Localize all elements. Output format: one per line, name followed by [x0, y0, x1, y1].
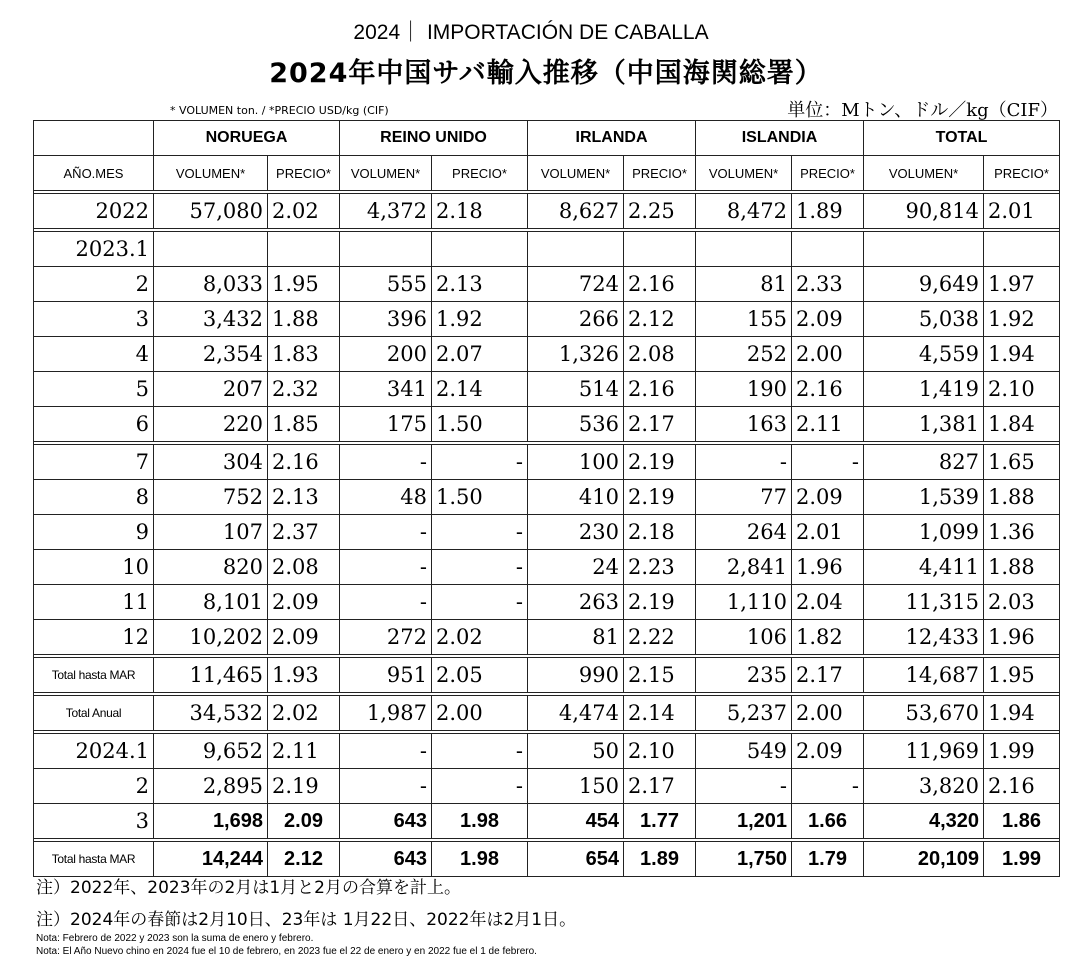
price-cell: 1.77 [624, 804, 696, 839]
price-cell: 1.95 [268, 267, 340, 302]
volume-cell: 81 [528, 620, 624, 655]
volume-cell: 53,670 [864, 696, 984, 731]
price-cell: 1.92 [432, 302, 528, 337]
volume-cell: 304 [154, 445, 268, 480]
corner-cell [34, 121, 154, 156]
volume-cell: 106 [696, 620, 792, 655]
volume-cell: 220 [154, 407, 268, 442]
price-cell: 2.10 [624, 734, 696, 769]
price-cell: 2.33 [792, 267, 864, 302]
volume-cell: 820 [154, 550, 268, 585]
volume-cell: 272 [340, 620, 432, 655]
price-cell: 2.02 [432, 620, 528, 655]
price-cell: 1.83 [268, 337, 340, 372]
volume-cell: 454 [528, 804, 624, 839]
volume-cell: 410 [528, 480, 624, 515]
volume-cell: 4,411 [864, 550, 984, 585]
volume-cell: 2,841 [696, 550, 792, 585]
header-noruega: NORUEGA [154, 121, 340, 156]
volume-cell: 11,969 [864, 734, 984, 769]
volume-cell [340, 232, 432, 267]
volume-cell: 20,109 [864, 842, 984, 877]
volume-cell: - [696, 445, 792, 480]
price-cell: 1.50 [432, 407, 528, 442]
header-total: TOTAL [864, 121, 1060, 156]
price-header: PRECIO* [624, 156, 696, 191]
volume-cell: 396 [340, 302, 432, 337]
price-cell: - [792, 445, 864, 480]
price-cell [432, 232, 528, 267]
price-cell: 1.98 [432, 804, 528, 839]
row-label: 6 [34, 407, 154, 442]
volume-cell: 549 [696, 734, 792, 769]
table-row [34, 302, 1060, 337]
price-cell: 2.17 [624, 769, 696, 804]
country-header-row [34, 121, 1060, 156]
price-cell: 1.94 [984, 696, 1060, 731]
price-cell: 2.16 [984, 769, 1060, 804]
price-cell: 2.00 [432, 696, 528, 731]
row-label: 12 [34, 620, 154, 655]
volume-cell: 50 [528, 734, 624, 769]
row-label: 7 [34, 445, 154, 480]
volume-cell: 163 [696, 407, 792, 442]
price-cell: 2.12 [268, 842, 340, 877]
volume-cell: 4,372 [340, 194, 432, 229]
volume-cell [154, 232, 268, 267]
table-row [34, 337, 1060, 372]
price-cell: 2.11 [792, 407, 864, 442]
price-cell: 2.07 [432, 337, 528, 372]
volume-cell: 175 [340, 407, 432, 442]
volume-cell: 514 [528, 372, 624, 407]
note-spanish-2: Nota: El Año Nuevo chino en 2024 fue el 10 de febrero, en 2023 fue el 22 de enero y en 2022 fue el 1 de febrero. [36, 946, 537, 957]
volume-cell: 266 [528, 302, 624, 337]
volume-cell: - [340, 515, 432, 550]
volume-cell: 8,472 [696, 194, 792, 229]
price-cell: 2.04 [792, 585, 864, 620]
price-cell: - [792, 769, 864, 804]
row-label: 10 [34, 550, 154, 585]
volume-cell: 1,099 [864, 515, 984, 550]
volume-cell [864, 232, 984, 267]
volume-cell [696, 232, 792, 267]
row-label: 3 [34, 804, 154, 839]
price-cell: 2.09 [792, 734, 864, 769]
title-japanese: 2024年中国サバ輸入推移（中国海関総署） [269, 58, 823, 89]
volume-cell: 264 [696, 515, 792, 550]
price-cell: 2.25 [624, 194, 696, 229]
price-cell: 1.36 [984, 515, 1060, 550]
price-cell: 1.92 [984, 302, 1060, 337]
price-cell: 2.37 [268, 515, 340, 550]
price-cell: 2.14 [432, 372, 528, 407]
volume-cell: 341 [340, 372, 432, 407]
row-label: 2023.1 [34, 232, 154, 267]
price-cell [268, 232, 340, 267]
row-label: 11 [34, 585, 154, 620]
price-cell: 2.18 [432, 194, 528, 229]
volume-cell: 2,895 [154, 769, 268, 804]
volume-cell: 4,474 [528, 696, 624, 731]
units-note-spanish: * VOLUMEN ton. / *PRECIO USD/kg (CIF) [170, 104, 389, 117]
price-cell: 1.66 [792, 804, 864, 839]
volume-cell: - [340, 769, 432, 804]
price-cell: 2.09 [792, 302, 864, 337]
volume-cell: 1,419 [864, 372, 984, 407]
volume-cell: 3,432 [154, 302, 268, 337]
volume-header: VOLUMEN* [864, 156, 984, 191]
price-cell: 1.85 [268, 407, 340, 442]
row-label: 2022 [34, 194, 154, 229]
volume-cell [528, 232, 624, 267]
row-label: Total Anual [34, 696, 154, 731]
price-cell: 2.03 [984, 585, 1060, 620]
price-cell: 2.09 [792, 480, 864, 515]
volume-cell: 5,237 [696, 696, 792, 731]
row-label: 4 [34, 337, 154, 372]
table-row [34, 734, 1060, 769]
volume-cell: 5,038 [864, 302, 984, 337]
volume-cell: 81 [696, 267, 792, 302]
price-cell: 2.17 [624, 407, 696, 442]
price-cell: 2.23 [624, 550, 696, 585]
price-cell: 2.13 [268, 480, 340, 515]
price-cell: 2.22 [624, 620, 696, 655]
price-cell: 2.05 [432, 658, 528, 693]
price-cell: 2.12 [624, 302, 696, 337]
price-cell: - [432, 585, 528, 620]
price-cell: 2.02 [268, 696, 340, 731]
price-cell: 2.08 [624, 337, 696, 372]
volume-cell: - [340, 445, 432, 480]
table-row [34, 232, 1060, 267]
price-cell: 2.13 [432, 267, 528, 302]
price-cell: 2.09 [268, 620, 340, 655]
note-japanese-1: 注）2022年、2023年の2月は1月と2月の合算を計上。 [36, 878, 461, 898]
price-cell: - [432, 515, 528, 550]
volume-cell: 207 [154, 372, 268, 407]
volume-cell: 34,532 [154, 696, 268, 731]
volume-cell: 752 [154, 480, 268, 515]
row-label: Total hasta MAR [34, 658, 154, 693]
table-row [34, 267, 1060, 302]
price-cell: 1.50 [432, 480, 528, 515]
price-cell: 1.89 [624, 842, 696, 877]
import-table [33, 120, 1060, 877]
price-cell: 1.86 [984, 804, 1060, 839]
volume-cell: 48 [340, 480, 432, 515]
volume-cell: 536 [528, 407, 624, 442]
price-cell: 1.95 [984, 658, 1060, 693]
volume-cell: 77 [696, 480, 792, 515]
volume-cell: 11,465 [154, 658, 268, 693]
row-header-label: AÑO.MES [34, 156, 154, 191]
volume-cell: 150 [528, 769, 624, 804]
price-header: PRECIO* [792, 156, 864, 191]
price-cell: 1.98 [432, 842, 528, 877]
price-cell: - [432, 769, 528, 804]
table-row [34, 550, 1060, 585]
table-row [34, 804, 1060, 839]
table-row [34, 696, 1060, 731]
volume-header: VOLUMEN* [696, 156, 792, 191]
price-cell [624, 232, 696, 267]
volume-cell: 9,649 [864, 267, 984, 302]
sub-header-row [34, 156, 1060, 191]
volume-cell: 1,326 [528, 337, 624, 372]
volume-cell: 8,627 [528, 194, 624, 229]
volume-cell: 643 [340, 804, 432, 839]
price-cell: 2.01 [792, 515, 864, 550]
row-label: 2024.1 [34, 734, 154, 769]
table-body [34, 121, 1060, 877]
volume-cell: 200 [340, 337, 432, 372]
volume-cell: 100 [528, 445, 624, 480]
price-cell: 2.16 [268, 445, 340, 480]
price-cell: 2.19 [624, 480, 696, 515]
table-row [34, 515, 1060, 550]
volume-cell: 3,820 [864, 769, 984, 804]
volume-cell: - [340, 585, 432, 620]
price-cell: 2.02 [268, 194, 340, 229]
volume-header: VOLUMEN* [528, 156, 624, 191]
row-label: 2 [34, 769, 154, 804]
row-label: 8 [34, 480, 154, 515]
volume-cell: 11,315 [864, 585, 984, 620]
volume-header: VOLUMEN* [340, 156, 432, 191]
volume-cell: 1,698 [154, 804, 268, 839]
volume-cell: 654 [528, 842, 624, 877]
price-header: PRECIO* [432, 156, 528, 191]
volume-cell: 155 [696, 302, 792, 337]
price-cell: 2.08 [268, 550, 340, 585]
table-row [34, 407, 1060, 442]
price-cell: 1.65 [984, 445, 1060, 480]
price-cell: 1.99 [984, 842, 1060, 877]
price-cell: 2.00 [792, 337, 864, 372]
volume-cell: 4,559 [864, 337, 984, 372]
price-cell: 2.18 [624, 515, 696, 550]
volume-cell: 10,202 [154, 620, 268, 655]
row-label: 5 [34, 372, 154, 407]
header-irlanda: IRLANDA [528, 121, 696, 156]
price-cell: 1.99 [984, 734, 1060, 769]
table-row [34, 658, 1060, 693]
volume-cell: 4,320 [864, 804, 984, 839]
price-cell: 2.09 [268, 804, 340, 839]
volume-cell: 555 [340, 267, 432, 302]
price-cell: 2.10 [984, 372, 1060, 407]
volume-cell: 190 [696, 372, 792, 407]
volume-cell: 1,750 [696, 842, 792, 877]
price-cell: 1.84 [984, 407, 1060, 442]
volume-cell: - [696, 769, 792, 804]
volume-cell: 827 [864, 445, 984, 480]
price-header: PRECIO* [268, 156, 340, 191]
volume-cell: 57,080 [154, 194, 268, 229]
table-row [34, 585, 1060, 620]
price-cell: 1.88 [268, 302, 340, 337]
note-spanish-1: Nota: Febrero de 2022 y 2023 son la suma de enero y febrero. [36, 933, 314, 944]
price-cell: - [432, 734, 528, 769]
volume-cell: 263 [528, 585, 624, 620]
price-cell: 1.96 [984, 620, 1060, 655]
title-spanish: 2024｜ IMPORTACIÓN DE CABALLA [353, 21, 709, 44]
price-cell: 1.89 [792, 194, 864, 229]
table-row [34, 445, 1060, 480]
volume-cell: 1,987 [340, 696, 432, 731]
price-cell: 2.19 [624, 445, 696, 480]
price-cell: 2.09 [268, 585, 340, 620]
price-cell: 1.97 [984, 267, 1060, 302]
volume-cell: 90,814 [864, 194, 984, 229]
price-cell: 1.88 [984, 480, 1060, 515]
price-cell: 1.96 [792, 550, 864, 585]
volume-cell: 1,381 [864, 407, 984, 442]
price-cell: 2.16 [792, 372, 864, 407]
volume-cell: 14,244 [154, 842, 268, 877]
row-label: 9 [34, 515, 154, 550]
price-cell: - [432, 445, 528, 480]
price-cell: 2.19 [624, 585, 696, 620]
units-note-japanese: 単位：Mトン、ドル／kg（CIF） [787, 100, 1058, 121]
volume-cell: 235 [696, 658, 792, 693]
price-cell: 2.16 [624, 267, 696, 302]
row-label: 3 [34, 302, 154, 337]
price-cell: 2.16 [624, 372, 696, 407]
volume-cell: 1,110 [696, 585, 792, 620]
price-cell: 1.94 [984, 337, 1060, 372]
table-row [34, 372, 1060, 407]
volume-cell: 12,433 [864, 620, 984, 655]
price-cell [792, 232, 864, 267]
volume-cell: 724 [528, 267, 624, 302]
price-cell: 2.14 [624, 696, 696, 731]
price-cell: 1.79 [792, 842, 864, 877]
note-japanese-2: 注）2024年の春節は2月10日、23年は 1月22日、2022年は2月1日。 [36, 910, 577, 930]
volume-cell: 8,101 [154, 585, 268, 620]
volume-cell: - [340, 734, 432, 769]
row-label: 2 [34, 267, 154, 302]
row-label: Total hasta MAR [34, 842, 154, 877]
volume-cell: 990 [528, 658, 624, 693]
volume-header: VOLUMEN* [154, 156, 268, 191]
volume-cell: 8,033 [154, 267, 268, 302]
price-cell: 2.32 [268, 372, 340, 407]
price-cell: 2.00 [792, 696, 864, 731]
price-cell: 1.82 [792, 620, 864, 655]
table-row [34, 194, 1060, 229]
price-cell: 2.17 [792, 658, 864, 693]
volume-cell: 107 [154, 515, 268, 550]
volume-cell: 2,354 [154, 337, 268, 372]
table-row [34, 480, 1060, 515]
table-row [34, 842, 1060, 877]
price-cell: 1.93 [268, 658, 340, 693]
price-cell: 2.19 [268, 769, 340, 804]
volume-cell: 1,201 [696, 804, 792, 839]
volume-cell: 1,539 [864, 480, 984, 515]
volume-cell: - [340, 550, 432, 585]
table-row [34, 620, 1060, 655]
price-cell: 2.11 [268, 734, 340, 769]
header-islandia: ISLANDIA [696, 121, 864, 156]
table-row [34, 769, 1060, 804]
volume-cell: 643 [340, 842, 432, 877]
volume-cell: 951 [340, 658, 432, 693]
price-cell: 2.01 [984, 194, 1060, 229]
price-cell: - [432, 550, 528, 585]
volume-cell: 252 [696, 337, 792, 372]
price-cell [984, 232, 1060, 267]
volume-cell: 14,687 [864, 658, 984, 693]
price-header: PRECIO* [984, 156, 1060, 191]
price-cell: 1.88 [984, 550, 1060, 585]
volume-cell: 24 [528, 550, 624, 585]
volume-cell: 230 [528, 515, 624, 550]
volume-cell: 9,652 [154, 734, 268, 769]
price-cell: 2.15 [624, 658, 696, 693]
header-reino-unido: REINO UNIDO [340, 121, 528, 156]
